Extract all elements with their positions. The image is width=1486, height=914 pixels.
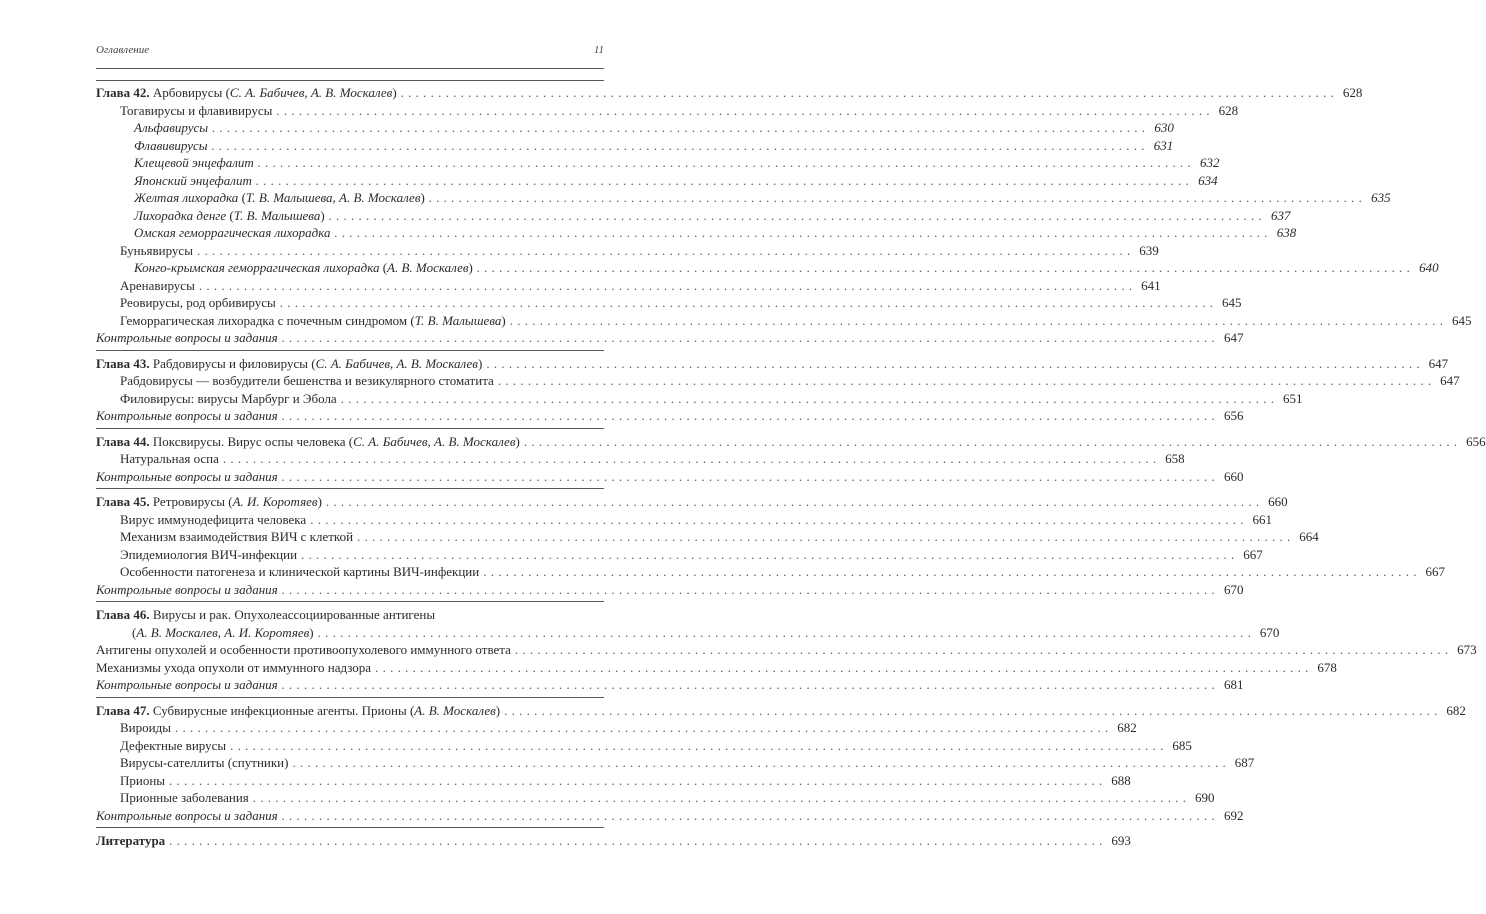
questions-entry[interactable] <box>96 468 1244 486</box>
chapter-label: Глава 43. <box>96 355 150 371</box>
entry-page: 664 <box>1299 529 1319 544</box>
table-of-contents <box>96 80 1486 853</box>
toc-entry[interactable] <box>96 754 1255 772</box>
entry-authors: Т. В. Малышева, А. В. Москалев <box>245 190 421 205</box>
toc-entry[interactable] <box>96 772 1131 790</box>
entry-page: 641 <box>1141 277 1161 293</box>
toc-entry[interactable] <box>96 563 1445 581</box>
chapter-label: Глава 45. <box>96 494 150 509</box>
entry-page: 678 <box>1317 659 1337 675</box>
chapter-page: 647 <box>1428 355 1449 371</box>
chapter-43 <box>96 351 1460 429</box>
chapter-44 <box>96 429 1486 490</box>
entry-title: Желтая лихорадка <box>134 190 239 205</box>
entry-page: 667 <box>1243 546 1263 562</box>
running-head-page-number: 11 <box>593 44 604 56</box>
entry-page: 670 <box>1223 581 1244 597</box>
toc-entry[interactable] <box>96 659 1337 677</box>
chapter-47 <box>96 698 1466 829</box>
toc-subentry[interactable] <box>96 119 1174 137</box>
entry-title: Натуральная оспа <box>120 451 219 466</box>
entry-title: Омская геморрагическая лихорадка <box>134 225 331 240</box>
chapter-label: Глава 47. <box>96 702 150 718</box>
entry-page: 687 <box>1234 755 1255 770</box>
entry-title: Особенности патогенеза и клинической картины ВИЧ-инфекции <box>120 564 480 579</box>
entry-page: 651 <box>1282 390 1303 406</box>
chapter-heading[interactable]: Глава 42. Арбовирусы (С. А. Бабичев, А. В. Москалев) . . . 628 <box>96 84 604 102</box>
entry-title: Механизмы ухода опухоли от иммунного надзора <box>96 659 372 675</box>
chapter-42 <box>96 80 1472 351</box>
chapter-heading[interactable]: Глава 45. Ретровирусы (А. И. Коротяев) . . . 660 <box>96 493 604 511</box>
chapter-page: 628 <box>1342 85 1363 100</box>
toc-entry[interactable] <box>96 390 1303 408</box>
entry-title: Прионы <box>120 772 166 788</box>
chapter-authors: С. А. Бабичев, А. В. Москалев <box>315 355 478 371</box>
questions-entry[interactable] <box>96 329 1244 347</box>
chapter-heading[interactable]: Глава 43. Рабдовирусы и филовирусы (С. А. Бабичев, А. В. Москалев) . . . 647 <box>96 355 604 373</box>
entry-authors: Т. В. Малышева <box>414 312 502 328</box>
chapter-title: Поксвирусы. Вирус оспы человека <box>152 433 346 449</box>
entry-page: 685 <box>1172 737 1192 753</box>
toc-subentry[interactable] <box>96 137 1174 155</box>
entry-page: 656 <box>1223 408 1244 423</box>
entry-page: 692 <box>1223 807 1244 823</box>
entry-page: 673 <box>1457 642 1477 657</box>
entry-title: Буньявирусы <box>120 242 193 258</box>
toc-entry[interactable] <box>96 641 1477 659</box>
bibliography-block <box>96 828 1131 853</box>
entry-title: Альфавирусы <box>134 120 209 135</box>
entry-title: Контрольные вопросы и задания <box>96 468 278 484</box>
entry-title: Контрольные вопросы и задания <box>96 807 278 823</box>
toc-subentry[interactable]: Желтая лихорадка (Т. В. Малышева, А. В. Москалев) . . . 635 <box>96 189 604 207</box>
chapter-45 <box>96 489 1445 602</box>
bibliography-title: Литература <box>96 833 166 848</box>
toc-subentry[interactable] <box>96 224 1297 242</box>
questions-entry[interactable] <box>96 676 1244 694</box>
bibliography-page: 693 <box>1111 833 1131 848</box>
entry-page: 645 <box>1222 295 1242 310</box>
entry-page: 645 <box>1451 312 1472 328</box>
entry-title: Контрольные вопросы и задания <box>96 330 278 345</box>
entry-authors: Т. В. Малышева <box>233 207 321 223</box>
toc-entry[interactable] <box>96 546 1263 564</box>
entry-page: 661 <box>1252 511 1272 527</box>
entry-title: Лихорадка денге <box>134 207 227 223</box>
chapter-title: Ретровирусы <box>152 494 225 509</box>
entry-title: Дефектные вирусы <box>120 737 227 753</box>
entry-page: 688 <box>1111 772 1131 788</box>
entry-page: 637 <box>1270 207 1291 223</box>
toc-subentry[interactable] <box>96 154 1220 172</box>
entry-title: Рабдовирусы — возбудители бешенства и везикулярного стоматита <box>120 373 494 388</box>
questions-entry[interactable] <box>96 581 1244 599</box>
entry-page: 635 <box>1371 190 1391 205</box>
toc-entry[interactable] <box>96 277 1161 295</box>
toc-entry[interactable] <box>96 294 1242 312</box>
questions-entry[interactable] <box>96 807 1244 825</box>
entry-page: 667 <box>1425 564 1445 579</box>
bibliography-entry[interactable] <box>96 832 1131 850</box>
entry-page: 639 <box>1139 242 1159 258</box>
chapter-authors: С. А. Бабичев, А. В. Москалев <box>353 433 516 449</box>
entry-title: Контрольные вопросы и задания <box>96 677 278 692</box>
toc-entry[interactable] <box>96 242 1159 260</box>
toc-subentry[interactable] <box>96 172 1218 190</box>
entry-title: Флавивирусы <box>134 137 208 153</box>
entry-title: Контрольные вопросы и задания <box>96 408 278 423</box>
chapter-authors: А. В. Москалев, А. И. Коротяев <box>136 624 310 640</box>
chapter-authors: А. И. Коротяев <box>232 494 318 509</box>
entry-title: Филовирусы: вирусы Марбург и Эбола <box>120 390 337 406</box>
chapter-heading-continued[interactable]: (А. В. Москалев, А. И. Коротяев) . . . 670 <box>96 624 604 642</box>
chapter-page: 682 <box>1446 702 1466 718</box>
entry-title: Тогавирусы и флавивирусы <box>120 102 273 118</box>
entry-title: Прионные заболевания <box>120 790 249 805</box>
running-head-title: Оглавление <box>96 44 150 56</box>
entry-page: 681 <box>1223 677 1244 692</box>
chapter-title: Вирусы и рак. Опухолеассоциированные антигены <box>152 607 436 622</box>
entry-title: Механизм взаимодействия ВИЧ с клеткой <box>120 529 354 544</box>
chapter-label: Глава 46. <box>96 607 150 622</box>
entry-page: 682 <box>1117 720 1137 735</box>
entry-page: 638 <box>1276 225 1297 240</box>
running-head <box>96 44 604 64</box>
toc-entry[interactable] <box>96 528 1319 546</box>
toc-subentry[interactable]: Лихорадка денге (Т. В. Малышева) . . . 637 <box>96 207 604 225</box>
entry-page: 640 <box>1419 260 1439 275</box>
entry-title: Вироиды <box>120 720 171 735</box>
chapter-authors: А. В. Москалев <box>414 702 496 718</box>
toc-entry[interactable] <box>96 450 1185 468</box>
entry-page: 628 <box>1218 102 1239 118</box>
entry-title: Антигены опухолей и особенности противоопухолевого иммунного ответа <box>96 642 511 657</box>
chapter-heading[interactable]: Глава 47. Субвирусные инфекционные агенты. Прионы (А. В. Москалев) . . . 682 <box>96 702 604 720</box>
chapter-page: 656 <box>1466 433 1486 449</box>
chapter-label: Глава 44. <box>96 433 150 449</box>
toc-entry[interactable] <box>96 789 1215 807</box>
toc-entry[interactable] <box>96 719 1137 737</box>
chapter-heading[interactable]: Глава 44. Поксвирусы. Вирус оспы человека (С. А. Бабичев, А. В. Москалев) . . . 656 <box>96 433 604 451</box>
entry-title: Вирусы-сателлиты (спутники) <box>120 755 289 770</box>
questions-entry[interactable] <box>96 407 1244 425</box>
chapter-page: 660 <box>1268 494 1288 509</box>
entry-page: 647 <box>1223 330 1244 345</box>
chapter-heading[interactable] <box>96 606 604 624</box>
entry-authors: А. В. Москалев <box>387 260 469 275</box>
entry-page: 631 <box>1153 137 1174 153</box>
chapter-authors: С. А. Бабичев, А. В. Москалев <box>229 85 393 100</box>
entry-title: Вирус иммунодефицита человека <box>120 511 307 527</box>
entry-title: Эпидемиология ВИЧ-инфекции <box>120 546 298 562</box>
chapter-label: Глава 42. <box>96 85 150 100</box>
toc-subentry[interactable]: Конго-крымская геморрагическая лихорадка (А. В. Москалев) . . . 640 <box>96 259 604 277</box>
entry-title: Геморрагическая лихорадка с почечным синдромом <box>120 312 408 328</box>
entry-page: 690 <box>1195 790 1215 805</box>
entry-page: 630 <box>1154 120 1174 135</box>
entry-title: Контрольные вопросы и задания <box>96 581 278 597</box>
entry-page: 634 <box>1198 172 1218 188</box>
toc-entry[interactable] <box>96 511 1272 529</box>
chapter-page: 670 <box>1259 624 1280 640</box>
toc-entry[interactable] <box>96 102 1239 120</box>
entry-title: Реовирусы, род орбивирусы <box>120 295 276 310</box>
header-rule <box>96 68 604 69</box>
entry-page: 632 <box>1200 155 1220 170</box>
entry-title: Японский энцефалит <box>134 172 252 188</box>
entry-title: Клещевой энцефалит <box>134 155 254 170</box>
entry-page: 658 <box>1165 451 1185 466</box>
chapter-title: Арбовирусы <box>152 85 223 100</box>
entry-title: Конго-крымская геморрагическая лихорадка <box>134 260 380 275</box>
entry-page: 647 <box>1440 373 1460 388</box>
toc-entry[interactable] <box>96 737 1192 755</box>
chapter-46 <box>96 602 1477 698</box>
chapter-title: Субвирусные инфекционные агенты. Прионы <box>152 702 407 718</box>
chapter-title: Рабдовирусы и филовирусы <box>152 355 308 371</box>
entry-page: 660 <box>1223 468 1244 484</box>
toc-entry[interactable]: Геморрагическая лихорадка с почечным синдромом (Т. В. Малышева) . . . 645 <box>96 312 604 330</box>
toc-entry[interactable] <box>96 372 1460 390</box>
entry-title: Аренавирусы <box>120 277 195 293</box>
